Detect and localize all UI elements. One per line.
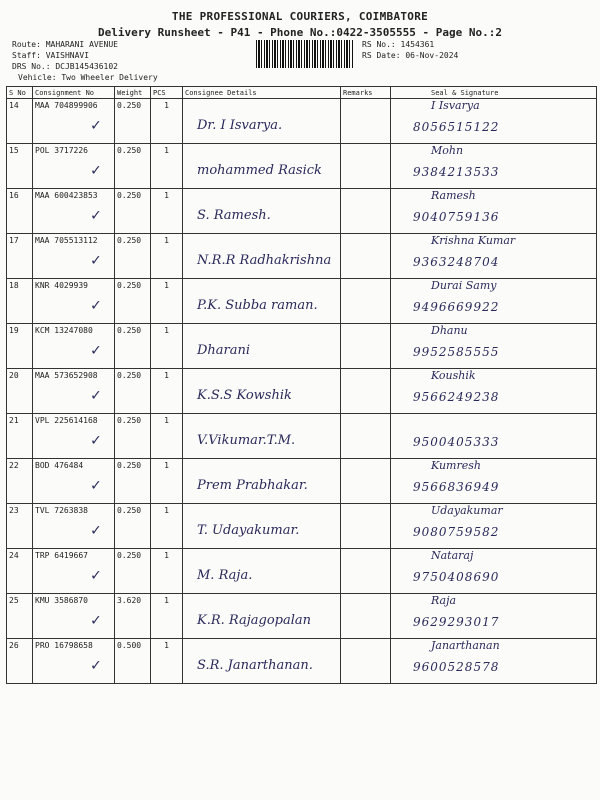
weight: 0.250 bbox=[115, 234, 151, 279]
signature-cell bbox=[391, 639, 597, 684]
signature-cell bbox=[391, 189, 597, 234]
table-row bbox=[7, 414, 597, 459]
consignee-name: K.S.S Kowshik bbox=[197, 388, 292, 403]
rs-date: RS Date: 06-Nov-2024 bbox=[362, 51, 459, 60]
phone-number: 9750408690 bbox=[413, 570, 500, 584]
consignee-name: T. Udayakumar. bbox=[197, 523, 300, 538]
pcs: 1 bbox=[151, 189, 183, 234]
consignment-cell bbox=[33, 279, 115, 324]
signature-cell bbox=[391, 414, 597, 459]
signature-cell bbox=[391, 279, 597, 324]
consignment-no: PRO 16798658 bbox=[35, 641, 93, 650]
consignee-name: Dharani bbox=[197, 343, 251, 358]
consignment-cell bbox=[33, 324, 115, 369]
consignment-no: MAA 705513112 bbox=[35, 236, 98, 245]
pcs: 1 bbox=[151, 414, 183, 459]
weight: 0.250 bbox=[115, 144, 151, 189]
phone-number: 9629293017 bbox=[413, 615, 500, 629]
table-row bbox=[7, 504, 597, 549]
consignment-no: BOD 476484 bbox=[35, 461, 84, 470]
phone-number: 9496669922 bbox=[413, 300, 500, 314]
sno: 18 bbox=[7, 279, 33, 324]
pcs: 1 bbox=[151, 99, 183, 144]
weight: 0.250 bbox=[115, 99, 151, 144]
consignee-cell bbox=[183, 234, 341, 279]
consignee-cell bbox=[183, 414, 341, 459]
signature-cell bbox=[391, 234, 597, 279]
consignment-cell bbox=[33, 369, 115, 414]
pcs: 1 bbox=[151, 594, 183, 639]
col-remarks: Remarks bbox=[341, 87, 391, 99]
remarks bbox=[341, 189, 391, 234]
signature-cell bbox=[391, 99, 597, 144]
signature: Durai Samy bbox=[431, 279, 497, 292]
signature: Raja bbox=[431, 594, 457, 607]
vehicle: Vehicle: Two Wheeler Delivery bbox=[18, 73, 158, 82]
col-consignee: Consignee Details bbox=[183, 87, 341, 99]
consignment-no: MAA 573652908 bbox=[35, 371, 98, 380]
sno: 23 bbox=[7, 504, 33, 549]
phone-number: 9363248704 bbox=[413, 255, 500, 269]
signature-cell bbox=[391, 324, 597, 369]
route: Route: MAHARANI AVENUE bbox=[12, 40, 118, 49]
drs-no: DRS No.: DCJB145436102 bbox=[12, 62, 118, 71]
barcode bbox=[256, 40, 354, 68]
weight: 0.250 bbox=[115, 504, 151, 549]
weight: 0.250 bbox=[115, 549, 151, 594]
check-mark-icon: ✓ bbox=[91, 655, 101, 674]
weight: 0.500 bbox=[115, 639, 151, 684]
consignee-cell bbox=[183, 639, 341, 684]
sno: 17 bbox=[7, 234, 33, 279]
consignee-cell bbox=[183, 594, 341, 639]
remarks bbox=[341, 279, 391, 324]
sno: 14 bbox=[7, 99, 33, 144]
pcs: 1 bbox=[151, 549, 183, 594]
table-row bbox=[7, 369, 597, 414]
remarks bbox=[341, 639, 391, 684]
consignment-cell bbox=[33, 99, 115, 144]
weight: 0.250 bbox=[115, 369, 151, 414]
consignment-no: VPL 225614168 bbox=[35, 416, 98, 425]
signature-cell bbox=[391, 369, 597, 414]
table-row bbox=[7, 459, 597, 504]
table-row bbox=[7, 144, 597, 189]
phone-number: 9384213533 bbox=[413, 165, 500, 179]
check-mark-icon: ✓ bbox=[91, 295, 101, 314]
consignment-cell bbox=[33, 144, 115, 189]
consignee-name: mohammed Rasick bbox=[197, 163, 322, 178]
table-row bbox=[7, 594, 597, 639]
consignee-cell bbox=[183, 189, 341, 234]
remarks bbox=[341, 549, 391, 594]
table-row bbox=[7, 234, 597, 279]
weight: 0.250 bbox=[115, 324, 151, 369]
consignment-no: KMU 3586870 bbox=[35, 596, 88, 605]
phone-number: 9566836949 bbox=[413, 480, 500, 494]
col-sno: S No bbox=[7, 87, 33, 99]
consignment-cell bbox=[33, 549, 115, 594]
table-row bbox=[7, 324, 597, 369]
staff: Staff: VAISHNAVI bbox=[12, 51, 90, 60]
table-row bbox=[7, 99, 597, 144]
consignment-cell bbox=[33, 594, 115, 639]
sno: 16 bbox=[7, 189, 33, 234]
consignment-cell bbox=[33, 459, 115, 504]
phone-number: 9600528578 bbox=[413, 660, 500, 674]
sno: 25 bbox=[7, 594, 33, 639]
signature: Ramesh bbox=[431, 189, 476, 202]
check-mark-icon: ✓ bbox=[91, 115, 101, 134]
sno: 19 bbox=[7, 324, 33, 369]
remarks bbox=[341, 594, 391, 639]
col-consignment: Consignment No bbox=[33, 87, 115, 99]
remarks bbox=[341, 234, 391, 279]
consignee-cell bbox=[183, 369, 341, 414]
consignment-cell bbox=[33, 504, 115, 549]
consignee-name: P.K. Subba raman. bbox=[197, 298, 318, 313]
signature-cell bbox=[391, 144, 597, 189]
weight: 0.250 bbox=[115, 189, 151, 234]
check-mark-icon: ✓ bbox=[91, 160, 101, 179]
phone-number: 9040759136 bbox=[413, 210, 500, 224]
phone-number: 8056515122 bbox=[413, 120, 500, 134]
consignment-cell bbox=[33, 189, 115, 234]
phone-number: 9566249238 bbox=[413, 390, 500, 404]
consignee-name: K.R. Rajagopalan bbox=[197, 613, 312, 628]
table-row bbox=[7, 189, 597, 234]
consignee-name: V.Vikumar.T.M. bbox=[197, 433, 296, 448]
consignment-no: MAA 704899906 bbox=[35, 101, 98, 110]
consignment-no: TVL 7263838 bbox=[35, 506, 88, 515]
consignee-cell bbox=[183, 324, 341, 369]
weight: 0.250 bbox=[115, 414, 151, 459]
pcs: 1 bbox=[151, 639, 183, 684]
signature: Udayakumar bbox=[431, 504, 503, 517]
weight: 3.620 bbox=[115, 594, 151, 639]
sno: 22 bbox=[7, 459, 33, 504]
consignee-name: S. Ramesh. bbox=[197, 208, 271, 223]
consignee-cell bbox=[183, 279, 341, 324]
consignment-no: KNR 4029939 bbox=[35, 281, 88, 290]
runsheet-table bbox=[6, 86, 597, 684]
table-row bbox=[7, 549, 597, 594]
pcs: 1 bbox=[151, 504, 183, 549]
consignment-cell bbox=[33, 414, 115, 459]
consignee-cell bbox=[183, 144, 341, 189]
phone-number: 9500405333 bbox=[413, 435, 500, 449]
sno: 24 bbox=[7, 549, 33, 594]
signature: Mohn bbox=[431, 144, 464, 157]
pcs: 1 bbox=[151, 324, 183, 369]
remarks bbox=[341, 99, 391, 144]
pcs: 1 bbox=[151, 144, 183, 189]
remarks bbox=[341, 414, 391, 459]
sno: 26 bbox=[7, 639, 33, 684]
signature-cell bbox=[391, 594, 597, 639]
remarks bbox=[341, 459, 391, 504]
remarks bbox=[341, 504, 391, 549]
signature-cell bbox=[391, 504, 597, 549]
weight: 0.250 bbox=[115, 459, 151, 504]
sno: 20 bbox=[7, 369, 33, 414]
consignment-no: KCM 13247080 bbox=[35, 326, 93, 335]
consignee-name: Prem Prabhakar. bbox=[197, 478, 308, 493]
table-row bbox=[7, 639, 597, 684]
signature: Nataraj bbox=[431, 549, 474, 562]
check-mark-icon: ✓ bbox=[91, 565, 101, 584]
phone-number: 9952585555 bbox=[413, 345, 500, 359]
check-mark-icon: ✓ bbox=[91, 430, 101, 449]
remarks bbox=[341, 324, 391, 369]
signature: Kumresh bbox=[431, 459, 481, 472]
weight: 0.250 bbox=[115, 279, 151, 324]
check-mark-icon: ✓ bbox=[91, 475, 101, 494]
col-weight: Weight bbox=[115, 87, 151, 99]
signature: I Isvarya bbox=[431, 99, 480, 112]
consignee-cell bbox=[183, 459, 341, 504]
consignment-no: POL 3717226 bbox=[35, 146, 88, 155]
signature: Koushik bbox=[431, 369, 476, 382]
check-mark-icon: ✓ bbox=[91, 250, 101, 269]
rs-no: RS No.: 1454361 bbox=[362, 40, 435, 49]
col-signature: Seal & Signature bbox=[391, 87, 597, 99]
consignee-name: Dr. I Isvarya. bbox=[197, 118, 283, 133]
consignee-name: S.R. Janarthanan. bbox=[197, 658, 313, 673]
company-title: THE PROFESSIONAL COURIERS, COIMBATORE bbox=[171, 10, 429, 23]
check-mark-icon: ✓ bbox=[91, 340, 101, 359]
consignment-cell bbox=[33, 639, 115, 684]
remarks bbox=[341, 369, 391, 414]
table-header bbox=[7, 87, 597, 99]
signature-cell bbox=[391, 549, 597, 594]
consignment-no: TRP 6419667 bbox=[35, 551, 88, 560]
pcs: 1 bbox=[151, 279, 183, 324]
consignment-no: MAA 600423853 bbox=[35, 191, 98, 200]
sno: 21 bbox=[7, 414, 33, 459]
signature: Krishna Kumar bbox=[431, 234, 516, 247]
consignee-cell bbox=[183, 504, 341, 549]
phone-number: 9080759582 bbox=[413, 525, 500, 539]
pcs: 1 bbox=[151, 234, 183, 279]
consignee-cell bbox=[183, 99, 341, 144]
runsheet-title: Delivery Runsheet - P41 - Phone No.:0422-3505555 - Page No.:2 bbox=[98, 26, 502, 39]
consignee-name: M. Raja. bbox=[197, 568, 253, 583]
check-mark-icon: ✓ bbox=[91, 385, 101, 404]
signature-cell bbox=[391, 459, 597, 504]
consignment-cell bbox=[33, 234, 115, 279]
sno: 15 bbox=[7, 144, 33, 189]
signature: Dhanu bbox=[431, 324, 468, 337]
table-row bbox=[7, 279, 597, 324]
check-mark-icon: ✓ bbox=[91, 520, 101, 539]
remarks bbox=[341, 144, 391, 189]
check-mark-icon: ✓ bbox=[91, 610, 101, 629]
col-pcs: PCS bbox=[151, 87, 183, 99]
consignee-name: N.R.R Radhakrishna bbox=[197, 253, 332, 268]
pcs: 1 bbox=[151, 369, 183, 414]
check-mark-icon: ✓ bbox=[91, 205, 101, 224]
consignee-cell bbox=[183, 549, 341, 594]
signature: Janarthanan bbox=[431, 639, 500, 652]
pcs: 1 bbox=[151, 459, 183, 504]
